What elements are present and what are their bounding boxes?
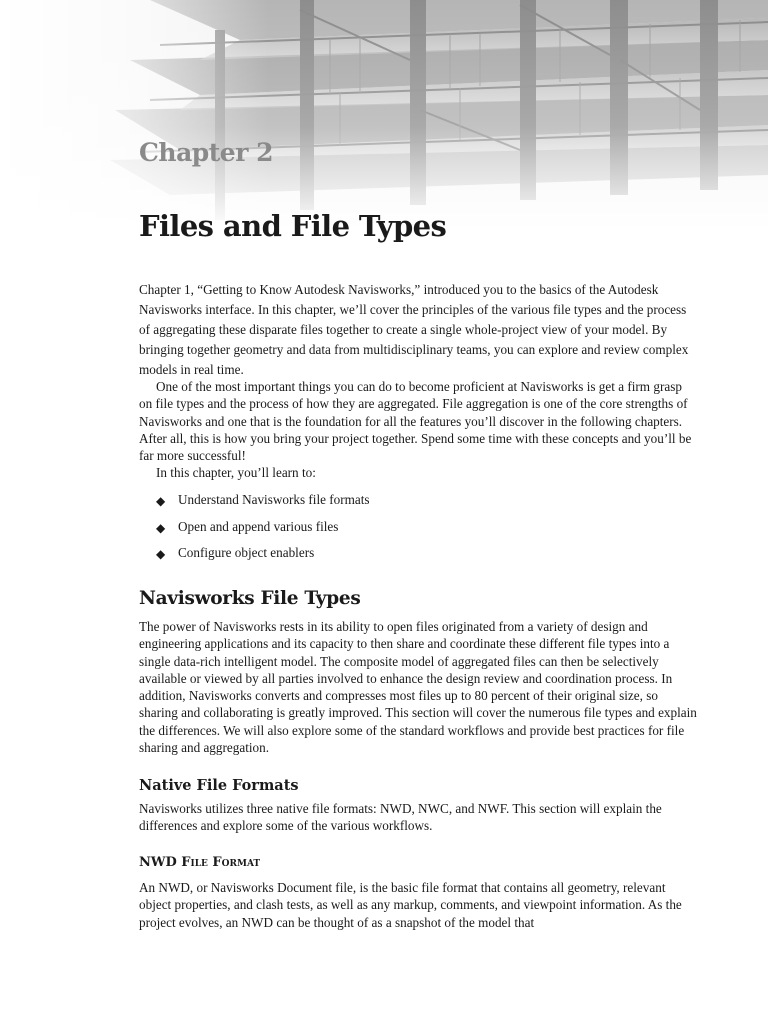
list-item — [139, 543, 370, 570]
list-item-text: Configure object enablers — [178, 545, 315, 560]
chapter-title: Files and File Types — [139, 209, 447, 243]
native-formats-paragraph: Navisworks utilizes three native file formats: NWD, NWC, and NWF. This section will explain the differences and explore some of the various workflows. — [139, 801, 662, 834]
list-item — [139, 490, 370, 517]
file-types-paragraph: The power of Navisworks rests in its ability to open files originated from a variety of design and engineering applications and its capacity to then share and coordinate these different file types into a single data-rich intelligent model. The composite model of aggregated files can then be selectively available or viewed by all parties involved to enhance the design review and coordination process. In addition, Navisworks converts and compresses most files up to 80 percent of their original size, so sharing and collaborating is greatly improved. This section will cover the numerous file types and explain the differences. We will also explore some of the standard workflows and provide best practices for file sharing and aggregation. — [139, 619, 697, 756]
intro-learn-lead: In this chapter, you’ll learn to: — [156, 465, 316, 480]
chapter-number: Chapter 2 — [139, 138, 273, 167]
list-item-text: Understand Navisworks file formats — [178, 492, 370, 507]
diamond-bullet-icon: ◆ — [156, 547, 166, 561]
list-item — [139, 517, 370, 544]
intro-paragraph-1: Chapter 1, “Getting to Know Autodesk Navisworks,” introduced you to the basics of the Autodesk Navisworks interface. In this chapter, we’ll cover the principles of the various file types and the process of aggregating these disparate files together to create a single whole-project view of your model. By bringing together geometry and data from multidisciplinary teams, you can explore and review complex models in real time. — [139, 282, 689, 377]
building-frame-illustration — [0, 0, 768, 230]
chapter-hero-image — [0, 0, 768, 230]
diamond-bullet-icon: ◆ — [156, 494, 166, 508]
subsection-heading-native-formats: Native File Formats — [139, 777, 299, 794]
list-item-text: Open and append various files — [178, 518, 339, 534]
section-heading-file-types: Navisworks File Types — [139, 588, 361, 609]
subsubsection-heading-nwd: NWD File Format — [139, 855, 261, 870]
intro-paragraph-2: One of the most important things you can do to become proficient at Navisworks is get a firm grasp on file types and the process of how they are aggregated. File aggregation is one of the core strengths of Navisworks and one that is the foundation for all the features you’ll discover in the following chapters. After all, this is how you bring your project together. Spend some time with these concepts and you’ll be far more successful! — [139, 379, 692, 464]
nwd-paragraph: An NWD, or Navisworks Document file, is the basic file format that contains all geometry, relevant object properties, and clash tests, as well as any markup, comments, and viewpoint information. As the project evolves, an NWD can be thought of as a snapshot of the model that — [139, 880, 682, 930]
diamond-bullet-icon: ◆ — [156, 520, 166, 535]
learning-objectives-list — [139, 490, 370, 570]
